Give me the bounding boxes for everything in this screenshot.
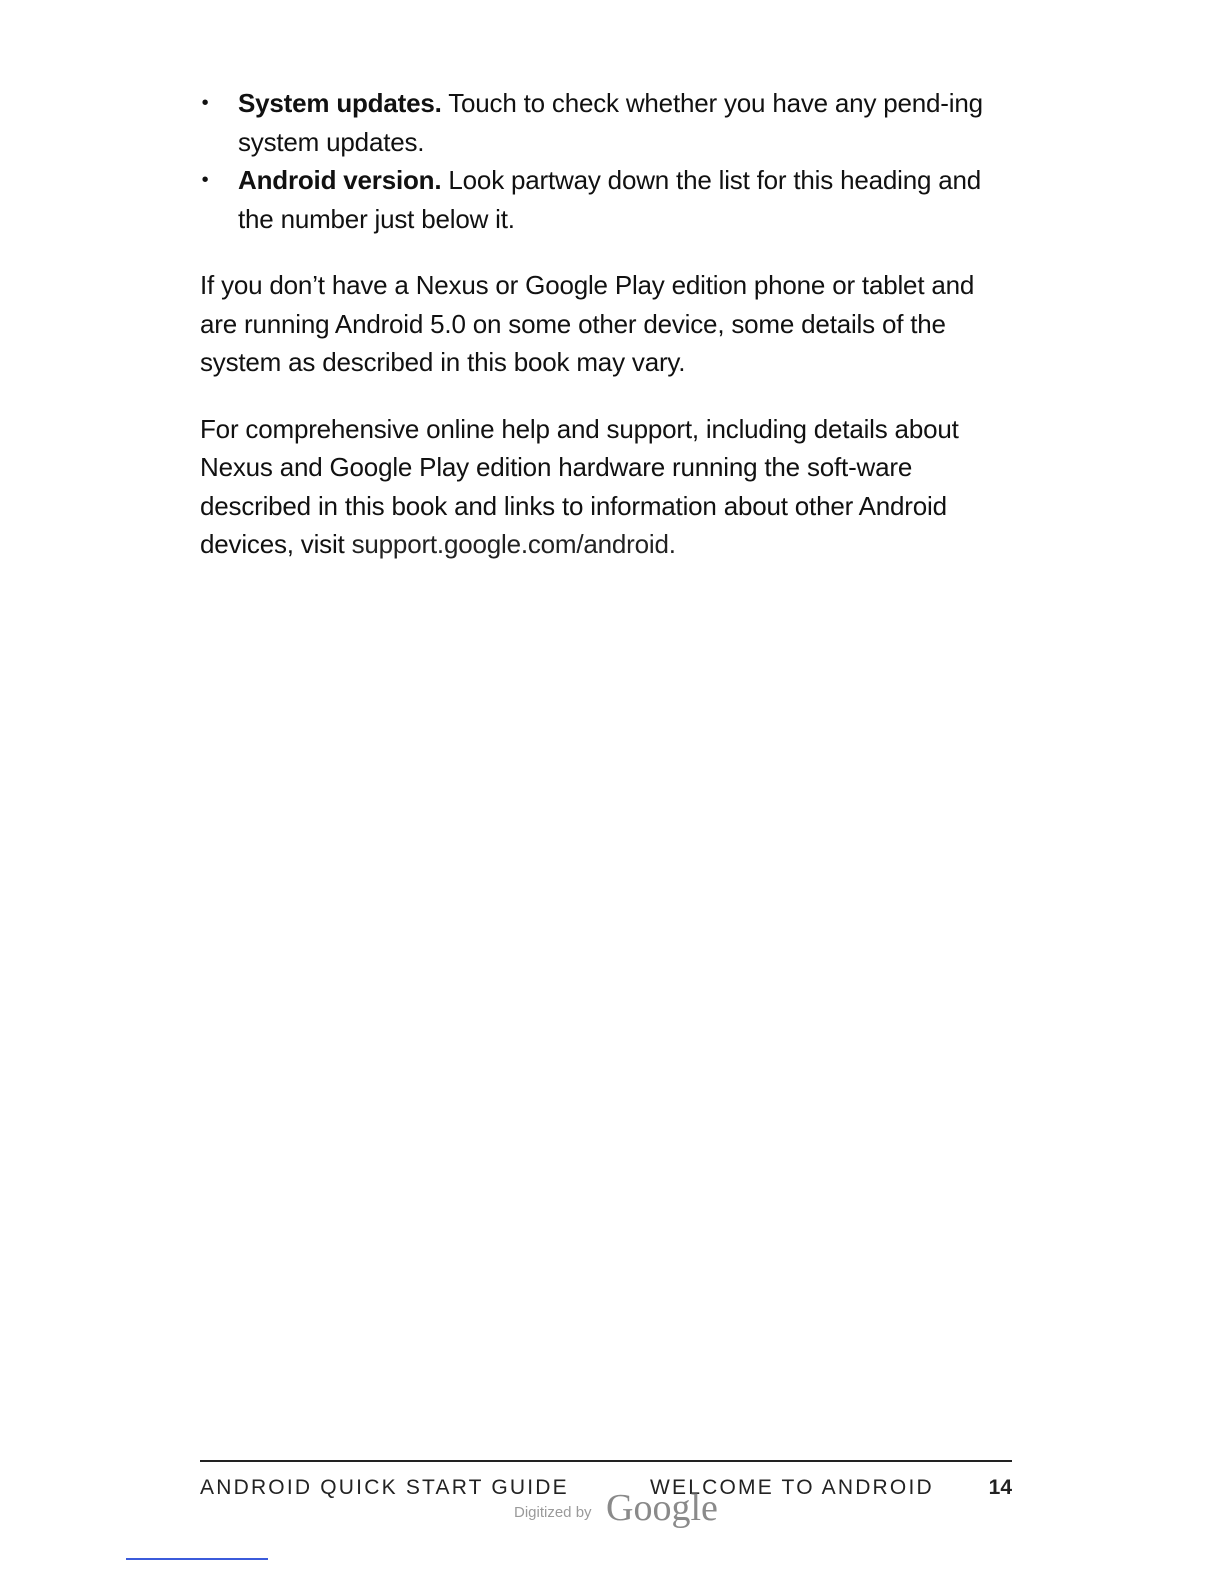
footer-divider xyxy=(200,1460,1012,1462)
paragraph-support-info xyxy=(200,410,1000,564)
bullet-list xyxy=(200,84,1000,238)
page-body xyxy=(200,84,1000,564)
bullet-dot-icon: • xyxy=(201,92,209,114)
footer-chapter-title: WELCOME TO ANDROID xyxy=(650,1476,934,1499)
bullet-term: Android version. xyxy=(238,165,442,195)
support-link[interactable]: support.google.com/android. xyxy=(351,529,676,559)
bullet-dot-icon: • xyxy=(201,169,209,191)
bullet-text: Look partway down the list for this heading and the number just below it. xyxy=(238,165,982,234)
bullet-term: System updates. xyxy=(238,88,442,118)
bottom-link-underline xyxy=(126,1558,268,1560)
support-text: For comprehensive online help and support, including details about Nexus and Google Play edition hardware running the soft-ware described in this book and links to information about other Android devices, visit xyxy=(200,413,959,559)
list-item xyxy=(200,161,1000,238)
page-number: 14 xyxy=(988,1476,1012,1499)
paragraph-device-note: If you don’t have a Nexus or Google Play edition phone or tablet and are running Android 5.0 on some other device, some details of the system as described in this book may vary. xyxy=(200,270,975,377)
list-item xyxy=(200,84,1000,161)
bullet-text: Touch to check whether you have any pend-ing system updates. xyxy=(238,88,983,157)
footer-book-title: ANDROID QUICK START GUIDE xyxy=(200,1476,569,1499)
google-logo-watermark: Google xyxy=(606,1487,718,1529)
watermark-prefix: Digitized by xyxy=(514,1504,592,1521)
